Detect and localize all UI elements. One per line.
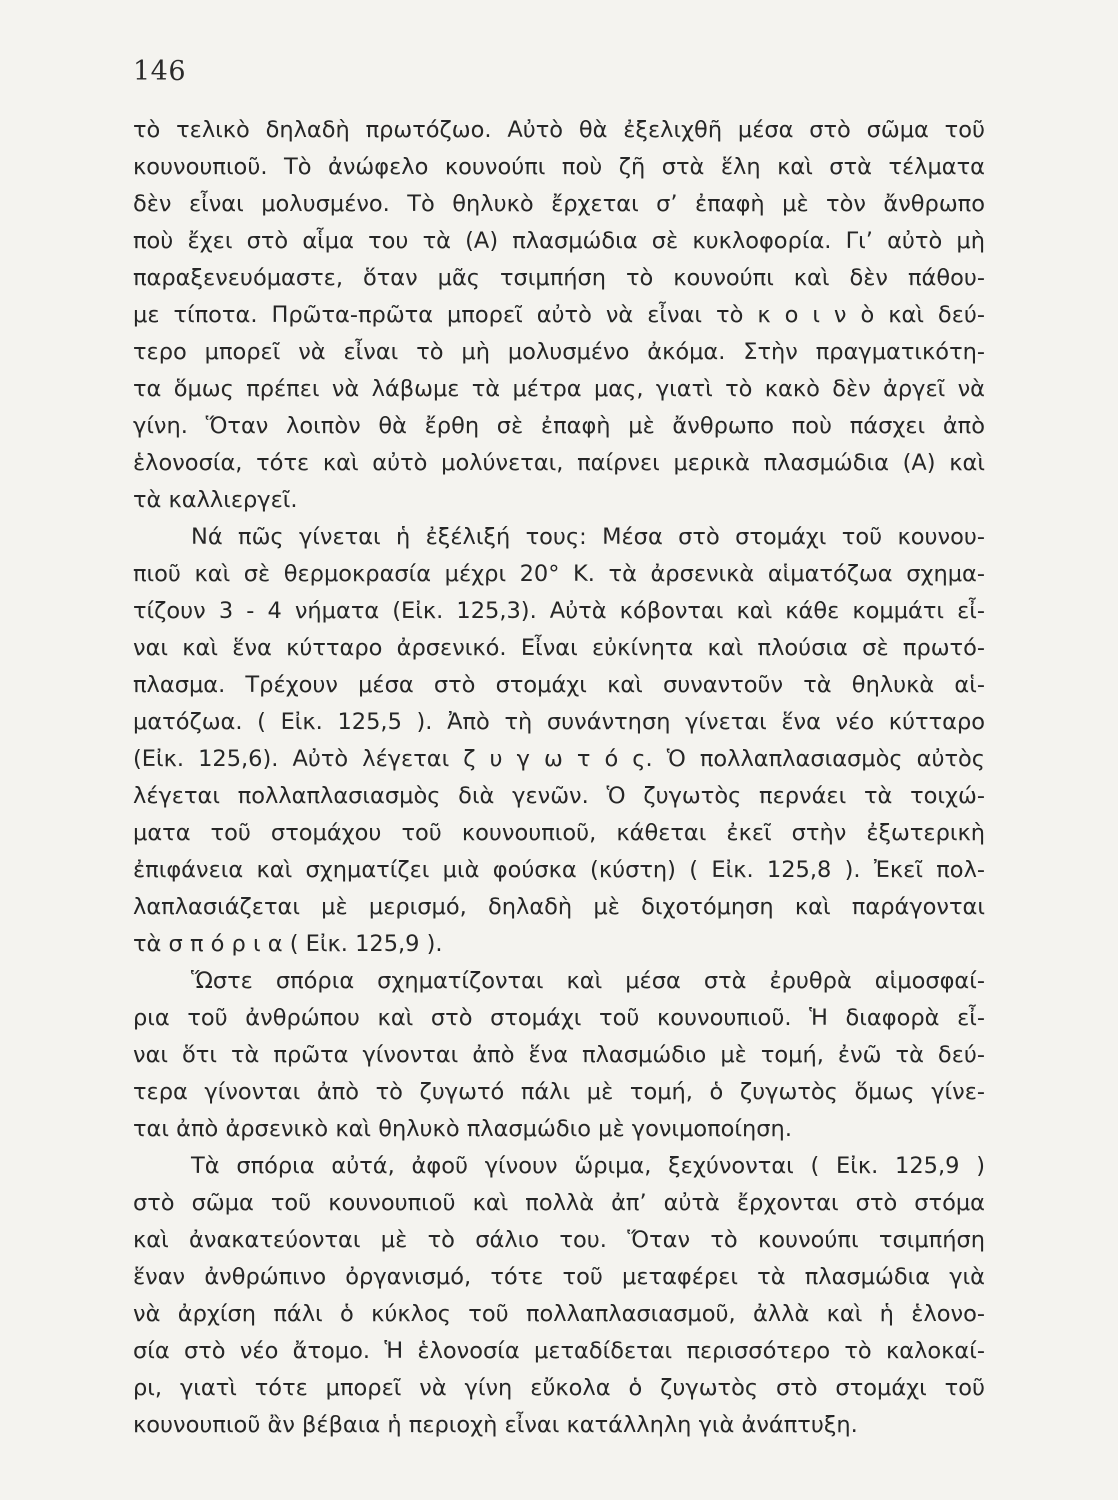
text-line: κουνουπιοῦ. Τὸ ἀνώφελο κουνούπι ποὺ ζῆ στὰ ἕλη καὶ στὰ τέλματα xyxy=(133,154,985,180)
text-line: με τίποτα. Πρῶτα-πρῶτα μπορεῖ αὐτὸ νὰ εἶναι τὸ κ ο ι ν ὸ καὶ δεύ- xyxy=(133,302,985,328)
text-line: ρια τοῦ ἀνθρώπου καὶ στὸ στομάχι τοῦ κουνουπιοῦ. Ἡ διαφορὰ εἶ- xyxy=(133,1005,985,1031)
text-line: τὸ τελικὸ δηλαδὴ πρωτόζωο. Αὐτὸ θὰ ἐξελιχθῆ μέσα στὸ σῶμα τοῦ xyxy=(133,117,985,143)
text-line: λαπλασιάζεται μὲ μερισμό, δηλαδὴ μὲ διχοτόμηση καὶ παράγονται xyxy=(133,894,985,920)
text-line: ται ἀπὸ ἀρσενικὸ καὶ θηλυκὸ πλασμώδιο μὲ γονιμοποίηση. xyxy=(133,1116,792,1142)
text-line: στὸ σῶμα τοῦ κουνουπιοῦ καὶ πολλὰ ἀπ’ αὐτὰ ἔρχονται στὸ στόμα xyxy=(133,1190,985,1216)
text-line: λέγεται πολλαπλασιασμὸς διὰ γενῶν. Ὁ ζυγωτὸς περνάει τὰ τοιχώ- xyxy=(133,783,985,809)
text-line: τὰ καλλιεργεῖ. xyxy=(133,487,298,513)
text-line: γίνη. Ὅταν λοιπὸν θὰ ἔρθη σὲ ἐπαφὴ μὲ ἄνθρωπο ποὺ πάσχει ἀπὸ xyxy=(133,413,985,439)
text-line: τερα γίνονται ἀπὸ τὸ ζυγωτό πάλι μὲ τομή, ὁ ζυγωτὸς ὅμως γίνε- xyxy=(133,1079,985,1105)
text-line: Τὰ σπόρια αὐτά, ἀφοῦ γίνουν ὥριμα, ξεχύνονται ( Εἰκ. 125,9 ) xyxy=(191,1153,985,1179)
text-line: Ὥστε σπόρια σχηματίζονται καὶ μέσα στὰ ἐρυθρὰ αἱμοσφαί- xyxy=(191,968,985,994)
page-number: 146 xyxy=(133,56,187,87)
text-line: τίζουν 3 - 4 νήματα (Εἰκ. 125,3). Αὐτὰ κόβονται καὶ κάθε κομμάτι εἶ- xyxy=(133,598,985,624)
text-line: ναι καὶ ἕνα κύτταρο ἀρσενικό. Εἶναι εὐκίνητα καὶ πλούσια σὲ πρωτό- xyxy=(133,635,985,661)
text-line: ἑλονοσία, τότε καὶ αὐτὸ μολύνεται, παίρνει μερικὰ πλασμώδια (Α) καὶ xyxy=(133,450,985,476)
text-line: νὰ ἀρχίση πάλι ὁ κύκλος τοῦ πολλαπλασιασμοῦ, ἀλλὰ καὶ ἡ ἑλονο- xyxy=(133,1301,985,1327)
text-line: ποὺ ἔχει στὸ αἷμα του τὰ (Α) πλασμώδια σὲ κυκλοφορία. Γι’ αὐτὸ μὴ xyxy=(133,228,985,254)
text-line: τερο μπορεῖ νὰ εἶναι τὸ μὴ μολυσμένο ἀκόμα. Στὴν πραγματικότη- xyxy=(133,339,985,365)
text-line: (Εἰκ. 125,6). Αὐτὸ λέγεται ζ υ γ ω τ ό ς. Ὁ πολλαπλασιασμὸς αὐτὸς xyxy=(133,746,985,772)
text-line: ματα τοῦ στομάχου τοῦ κουνουπιοῦ, κάθεται ἐκεῖ στὴν ἐξωτερικὴ xyxy=(133,820,985,846)
text-line: πλασμα. Τρέχουν μέσα στὸ στομάχι καὶ συναντοῦν τὰ θηλυκὰ αἱ- xyxy=(133,672,985,698)
text-line: ναι ὅτι τὰ πρῶτα γίνονται ἀπὸ ἕνα πλασμώδιο μὲ τομή, ἐνῶ τὰ δεύ- xyxy=(133,1042,985,1068)
text-line: Νά πῶς γίνεται ἡ ἐξέλιξή τους: Μέσα στὸ στομάχι τοῦ κουνου- xyxy=(191,524,985,550)
text-line: ἐπιφάνεια καὶ σχηματίζει μιὰ φούσκα (κύστη) ( Εἰκ. 125,8 ). Ἐκεῖ πολ- xyxy=(133,857,985,883)
text-line: παραξενευόμαστε, ὅταν μᾶς τσιμπήση τὸ κουνούπι καὶ δὲν πάθου- xyxy=(133,265,985,291)
body-text xyxy=(133,112,985,1444)
text-line: τὰ σ π ό ρ ι α ( Εἰκ. 125,9 ). xyxy=(133,931,443,957)
text-line: δὲν εἶναι μολυσμένο. Τὸ θηλυκὸ ἔρχεται σ’ ἐπαφὴ μὲ τὸν ἄνθρωπο xyxy=(133,191,985,217)
text-line: ματόζωα. ( Εἰκ. 125,5 ). Ἀπὸ τὴ συνάντηση γίνεται ἕνα νέο κύτταρο xyxy=(133,709,985,735)
text-line: πιοῦ καὶ σὲ θερμοκρασία μέχρι 20° Κ. τὰ ἀρσενικὰ αἱματόζωα σχημα- xyxy=(133,561,985,587)
text-line: κουνουπιοῦ ἂν βέβαια ἡ περιοχὴ εἶναι κατάλληλη γιὰ ἀνάπτυξη. xyxy=(133,1412,858,1438)
text-line: ἕναν ἀνθρώπινο ὀργανισμό, τότε τοῦ μεταφέρει τὰ πλασμώδια γιὰ xyxy=(133,1264,985,1290)
text-line: σία στὸ νέο ἄτομο. Ἡ ἑλονοσία μεταδίδεται περισσότερο τὸ καλοκαί- xyxy=(133,1338,985,1364)
text-line: καὶ ἀνακατεύονται μὲ τὸ σάλιο του. Ὅταν τὸ κουνούπι τσιμπήση xyxy=(133,1227,985,1253)
text-line: τα ὅμως πρέπει νὰ λάβωμε τὰ μέτρα μας, γιατὶ τὸ κακὸ δὲν ἀργεῖ νὰ xyxy=(133,376,985,402)
text-line: ρι, γιατὶ τότε μπορεῖ νὰ γίνη εὔκολα ὁ ζυγωτὸς στὸ στομάχι τοῦ xyxy=(133,1375,985,1401)
